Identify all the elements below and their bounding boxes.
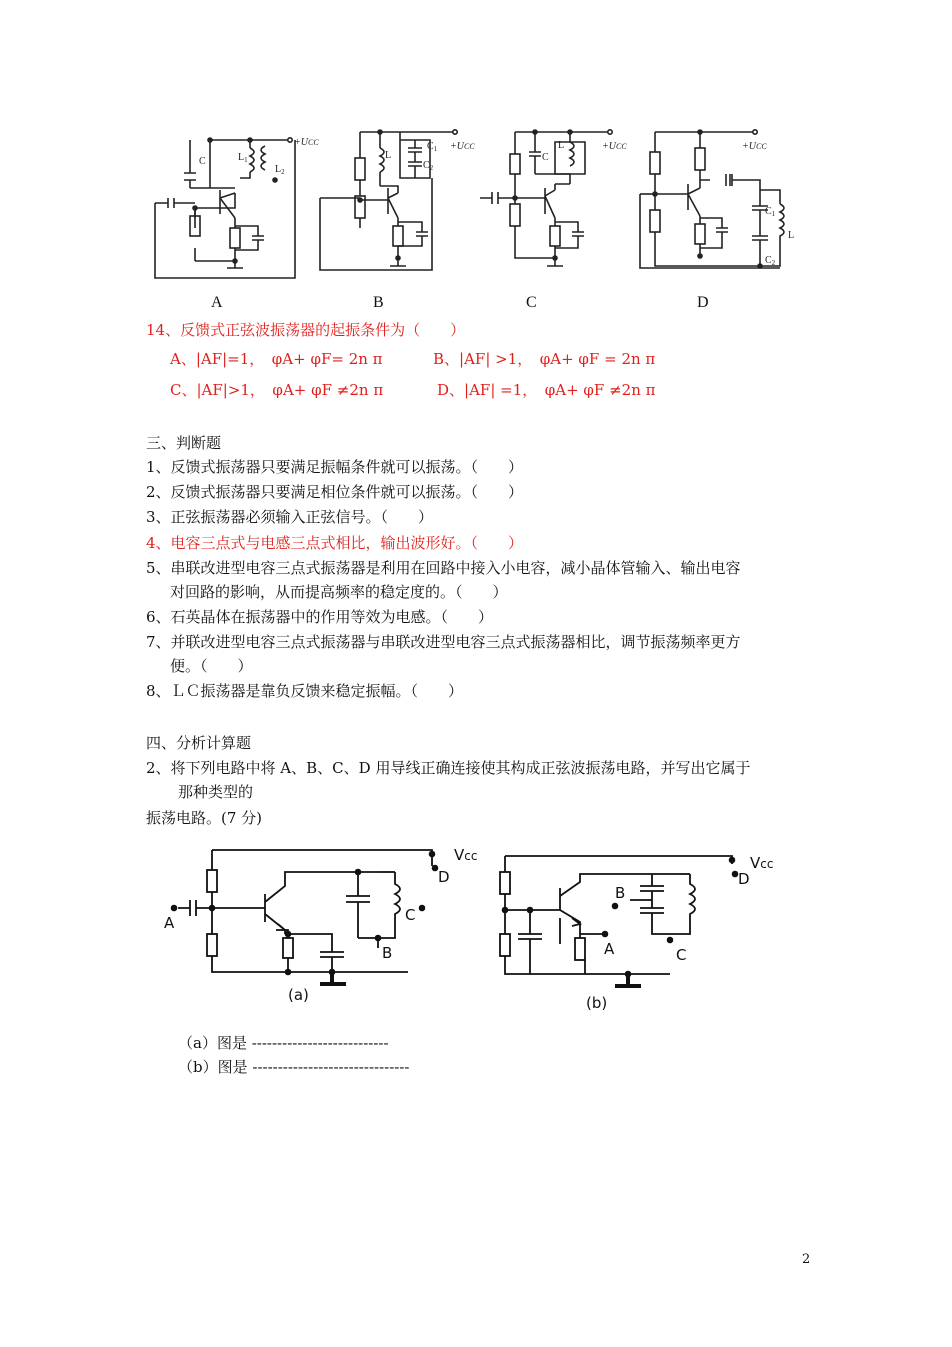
circuit-label-b: B: [373, 294, 384, 311]
node-a-a: A: [164, 914, 175, 932]
vcc-label-b: Vcc: [750, 854, 774, 872]
svg-text:C: C: [542, 152, 549, 163]
judge-item-1: 1、反馈式振荡器只要满足振幅条件就可以振荡。（ ）: [146, 458, 524, 476]
svg-text:C2: $C_2$: [423, 160, 434, 172]
q2-line-3: 振荡电路。(7 分): [146, 809, 263, 827]
circuit-label-d: D: [697, 294, 709, 311]
circuit-a-diagram: [172, 850, 438, 984]
svg-text:+UCC: +UCC: [742, 141, 767, 152]
node-d-a: D: [438, 868, 450, 886]
svg-text:L: L: [558, 140, 565, 151]
judge-item-4: 4、电容三点式与电感三点式相比，输出波形好。（ ）: [146, 534, 524, 552]
page-number: 2: [802, 1252, 811, 1267]
node-b-b: B: [615, 884, 626, 902]
circuit-a: [155, 138, 295, 278]
judge-item-8: 8、ＬＣ振荡器是靠负反馈来稳定振幅。（ ）: [146, 682, 464, 700]
judge-item-7-cont: 便。（ ）: [170, 657, 253, 675]
q14-option-b: B、|AF| >1， φA+ φF = 2n π: [433, 350, 656, 368]
caption-a: (a): [288, 986, 309, 1004]
section3-title: 三、判断题: [146, 434, 222, 452]
svg-text:C2: $C_2$: [765, 255, 776, 267]
bottom-circuits-figure: [160, 838, 800, 1018]
q2-line-1: 2、将下列电路中将 A、B、C、D 用导线正确连接使其构成正弦波振荡电路，并写出它属于: [146, 759, 751, 777]
q14-stem: 14、反馈式正弦波振荡器的起振条件为（ ）: [146, 321, 466, 339]
circuit-b-diagram: [500, 856, 737, 986]
svg-text:L1: $L_1$: [238, 152, 248, 164]
circuit-label-a: A: [211, 294, 223, 311]
node-d-b: D: [738, 870, 750, 888]
node-b-a: B: [382, 944, 393, 962]
svg-text:C: C: [199, 156, 206, 167]
judge-item-2: 2、反馈式振荡器只要满足相位条件就可以振荡。（ ）: [146, 483, 524, 501]
judge-item-6: 6、石英晶体在振荡器中的作用等效为电感。（ ）: [146, 608, 494, 626]
node-c-b: C: [676, 946, 687, 964]
svg-text:L: L: [788, 230, 795, 241]
caption-b: (b): [586, 994, 608, 1012]
svg-text:L2: $L_2$: [275, 164, 285, 176]
judge-item-5: 5、串联改进型电容三点式振荡器是利用在回路中接入小电容，减小晶体管输入、输出电容: [146, 559, 741, 577]
q14-option-c: C、|AF|>1， φA+ φF ≠2n π: [170, 381, 384, 399]
node-c-a: C: [405, 906, 416, 924]
svg-text:C1: $C_1$: [765, 206, 776, 218]
svg-text:+UCC: +UCC: [602, 141, 627, 152]
q14-option-a: A、|AF|=1， φA+ φF= 2n π: [170, 350, 383, 368]
vcc-label-a: Vcc: [454, 846, 478, 864]
svg-text:L: L: [385, 150, 392, 161]
top-circuits-figure: [140, 118, 820, 288]
svg-text:C1: $C_1$: [427, 141, 438, 153]
q14-option-d: D、|AF| =1， φA+ φF ≠2n π: [437, 381, 656, 399]
judge-item-7: 7、并联改进型电容三点式振荡器与串联改进型电容三点式振荡器相比，调节振荡频率更方: [146, 633, 741, 651]
judge-item-5-cont: 对回路的影响，从而提高频率的稳定度的。（ ）: [170, 583, 508, 601]
answer-a: （a）图是 ---------------------------: [178, 1034, 389, 1052]
q2-line-2: 那种类型的: [178, 783, 254, 801]
svg-text:+UCC: +UCC: [294, 137, 319, 148]
section4-title: 四、分析计算题: [146, 734, 252, 752]
answer-b: （b）图是 -------------------------------: [178, 1058, 410, 1076]
circuit-label-c: C: [526, 294, 537, 311]
circuit-c: [480, 130, 612, 266]
judge-item-3: 3、正弦振荡器必须输入正弦信号。（ ）: [146, 508, 434, 526]
svg-text:+UCC: +UCC: [450, 141, 475, 152]
node-a-b: A: [604, 940, 615, 958]
